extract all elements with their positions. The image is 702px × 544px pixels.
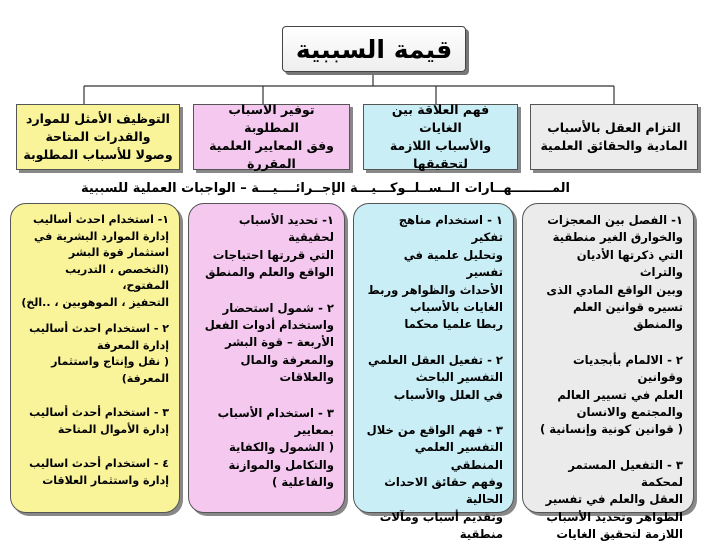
top-box-text: فهم العلاقة بين الغايات والأسباب اللازمة لتحقيقها (389, 101, 492, 172)
top-box-ends-means (363, 101, 518, 172)
column-item: ٢ - شمول استحضار واستخدام أدوات الفعل الأربعة – قوة البشر والمعرفة والمال والعلاقات (204, 300, 334, 385)
column-item: ٢ - استخدام احدث أساليب إدارة المعرفة ( نقل وإنتاج واستثمار المعرفة) (29, 322, 169, 385)
top-box-provide-causes (193, 101, 350, 172)
column-yellow (10, 203, 180, 513)
top-box-text: التوظيف الأمثل للموارد والقدرات المتاحة وصولا للأسباب المطلوبة (23, 110, 173, 163)
column-item: ١- الفصل بين المعجزات والخوارق الغير منطقية التي ذكرتها الأديان والتراث وبين الواقع المادي الذى تسيره قوانين العلم والمنطق (546, 213, 683, 332)
column-item: ٣ - التفعيل المستمر لمحكمة العقل والعلم في تفسير الظواهر وتحديد الأسباب اللازمة لتحقيق الغايات (545, 457, 683, 542)
column-item: ٢ - تفعيل العقل العلمي التفسير الباحث في العلل والأسباب (367, 352, 503, 402)
column-item: ٤ - استخدام أحدث اساليب إدارة واستثمار العلاقات (29, 457, 169, 487)
column-item: ٣ - استخدام الأسباب بمعايير ( الشمول والكفاية والتكامل والموازنة والفاعلية ) (217, 405, 334, 490)
column-item: ١- تحديد الأسباب لحقيقية التي قررتها احتياجات الواقع والعلم والمنطق (205, 213, 334, 280)
column-item: ١ - استخدام مناهج تفكير وتحليل علمية في تفسير الأحداث والظواهر وربط الغايات بالأسباب ربطا علميا محكما (367, 213, 503, 332)
column-cyan (353, 203, 514, 542)
column-item: ٢ - الالمام بأبجديات وقوانين العلم في تسيير العالم والمجتمع والانسان ( قوانين كونية وإنسانية ) (539, 352, 683, 437)
column-item: ٣ - فهم الواقع من خلال التفسير العلمي المنطقي وفهم حقائق الاحداث الحالية وتقديم أسباب ومآلات منطقية (366, 422, 503, 542)
top-box-text: التزام العقل بالأسباب المادية والحقائق العلمية (540, 119, 688, 153)
section-subtitle: المـــــــــهــارات الــســلــوكـــيـــة الإجــرائــــيـــة – الواجبات العملية للسببية (80, 181, 570, 196)
column-item: ٣ - استخدام أحدث أساليب إدارة الأموال المتاحة (29, 406, 169, 436)
column-gray (522, 203, 694, 542)
top-box-optimal-resources (16, 104, 180, 170)
column-pink (188, 203, 345, 513)
top-box-text: توفير الاسباب المطلوبة وفق المعايير العلمية المقررة (209, 101, 334, 172)
top-box-reason-commitment (530, 104, 698, 170)
column-item: ١- استخدام احدث أساليب إدارة الموارد البشرية في استثمار قوة البشر (التخصص ، التدريب المفتوح، التحفيز ، الموهوبين ، ..الخ) (21, 213, 169, 309)
diagram-title: قيمة السببية (282, 26, 466, 72)
